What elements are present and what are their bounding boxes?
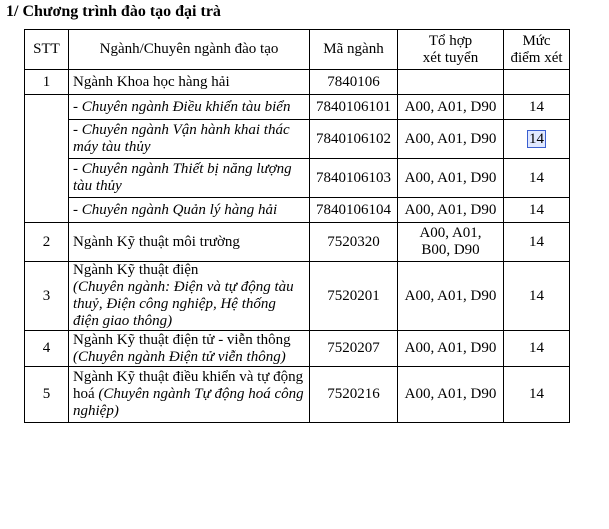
cell-score: 14	[504, 262, 570, 331]
cell-score: 14	[504, 331, 570, 367]
table-row	[25, 198, 570, 223]
cell-code: 7840106101	[310, 95, 398, 120]
cell-name-main: Ngành Kỹ thuật điện tử - viễn thông	[73, 331, 291, 348]
cell-name-sub: (Chuyên ngành: Điện và tự động tàu thuỷ, Điện công nghiệp, Hệ thống điện giao thông)	[73, 279, 294, 329]
cell-score: 14	[504, 367, 570, 423]
cell-stt: 3	[25, 262, 69, 331]
cell-score: 14	[504, 223, 570, 262]
cell-name	[69, 262, 310, 331]
selected-score-text[interactable]: 14	[529, 130, 544, 147]
cell-code: 7520216	[310, 367, 398, 423]
cell-code: 7520320	[310, 223, 398, 262]
cell-score: 14	[504, 95, 570, 120]
cell-code: 7840106103	[310, 159, 398, 198]
cell-name: - Chuyên ngành Vận hành khai thác máy tàu thủy	[69, 120, 310, 159]
cell-name	[69, 331, 310, 367]
table-row	[25, 331, 570, 367]
header-name: Ngành/Chuyên ngành đào tạo	[69, 30, 310, 70]
cell-name-main: Ngành Kỹ thuật điều khiển và tự động hoá	[73, 369, 304, 402]
cell-stt: 5	[25, 367, 69, 423]
table-row	[25, 95, 570, 120]
cell-name: - Chuyên ngành Điều khiển tàu biển	[69, 95, 310, 120]
table-row	[25, 159, 570, 198]
cell-code: 7840106104	[310, 198, 398, 223]
cell-name: Ngành Kỹ thuật môi trường	[69, 223, 310, 262]
cell-name-sub: (Chuyên ngành Điện tử viễn thông)	[73, 348, 286, 365]
cell-combo: A00, A01, D90	[398, 262, 504, 331]
cell-score	[504, 120, 570, 159]
cell-code: 7840106	[310, 70, 398, 95]
cell-combo: A00, A01, D90	[398, 331, 504, 367]
cell-combo	[398, 223, 504, 262]
header-score	[504, 30, 570, 70]
cell-code: 7520207	[310, 331, 398, 367]
header-combo	[398, 30, 504, 70]
cell-combo-line2: B00, D90	[421, 242, 480, 258]
cell-combo: A00, A01, D90	[398, 198, 504, 223]
cell-score	[504, 70, 570, 95]
cell-combo-line1: A00, A01,	[419, 225, 482, 241]
cell-combo	[398, 70, 504, 95]
cell-combo: A00, A01, D90	[398, 367, 504, 423]
table-row	[25, 367, 570, 423]
cell-code: 7840106102	[310, 120, 398, 159]
table-row	[25, 70, 570, 95]
table-row	[25, 223, 570, 262]
header-score-line2: điểm xét	[510, 49, 563, 66]
section-heading: 1/ Chương trình đào tạo đại trà	[6, 3, 221, 20]
cell-name: Ngành Khoa học hàng hải	[69, 70, 310, 95]
cell-name-main: Ngành Kỹ thuật điện	[73, 262, 199, 278]
table-row	[25, 262, 570, 331]
cell-score: 14	[504, 159, 570, 198]
cell-stt-merged	[25, 95, 69, 223]
admissions-table	[24, 29, 570, 423]
cell-stt: 4	[25, 331, 69, 367]
header-combo-line2: xét tuyển	[422, 49, 479, 66]
header-stt: STT	[25, 30, 69, 70]
header-score-line1: Mức	[522, 32, 551, 49]
cell-name	[69, 367, 310, 423]
cell-name: - Chuyên ngành Thiết bị năng lượng tàu thủy	[69, 159, 310, 198]
cell-stt: 2	[25, 223, 69, 262]
header-combo-line1: Tổ hợp	[428, 32, 473, 49]
header-code: Mã ngành	[310, 30, 398, 70]
cell-name: - Chuyên ngành Quản lý hàng hải	[69, 198, 310, 223]
cell-score: 14	[504, 198, 570, 223]
table-row	[25, 120, 570, 159]
cell-name-sub: (Chuyên ngành Tự động hoá công nghiệp)	[73, 386, 304, 419]
cell-combo: A00, A01, D90	[398, 95, 504, 120]
cell-stt: 1	[25, 70, 69, 95]
cell-code: 7520201	[310, 262, 398, 331]
cell-combo: A00, A01, D90	[398, 159, 504, 198]
header-row	[25, 30, 570, 70]
cell-combo: A00, A01, D90	[398, 120, 504, 159]
